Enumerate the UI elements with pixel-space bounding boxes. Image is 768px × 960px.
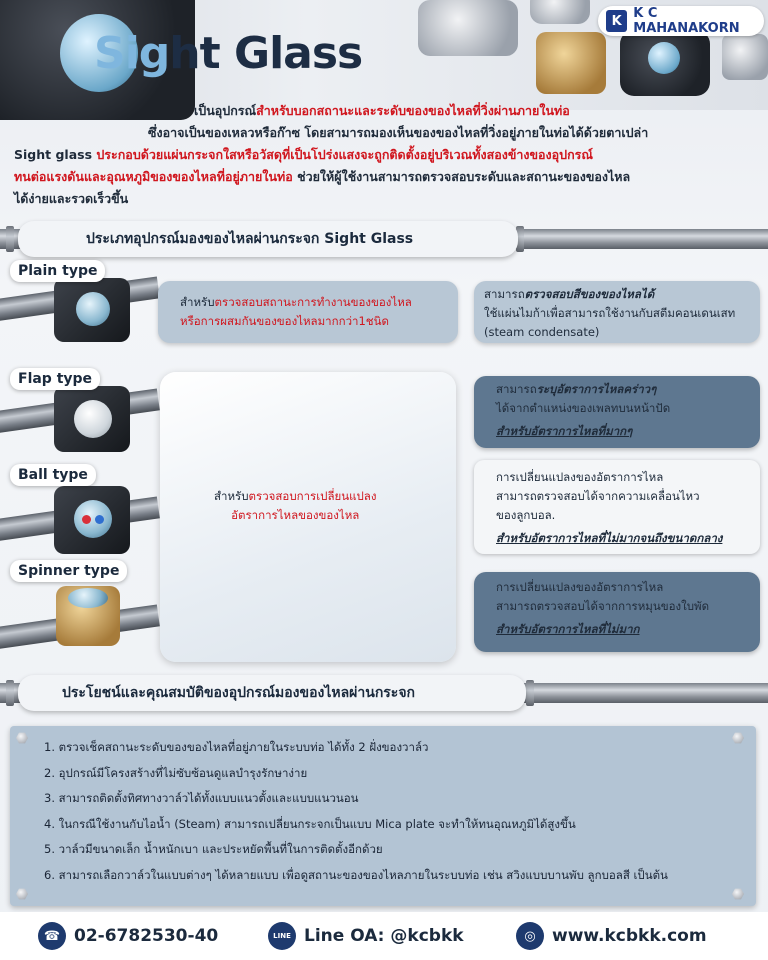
intro-line-5: ได้ง่ายและรวดเร็วขึ้น bbox=[14, 191, 129, 206]
spinner-type-window bbox=[68, 588, 108, 608]
flap-type-dial bbox=[74, 400, 112, 438]
flap-feature-text: สามารถระบุอัตราการไหลคร่าวๆ ได้จากตำแหน่งของเพลทบนหน้าปัด สำหรับอัตราการไหลที่มากๆ bbox=[496, 382, 671, 438]
phone-icon: ☎ bbox=[38, 922, 66, 950]
brand-name: K C MAHANAKORN bbox=[633, 6, 740, 36]
valve-photo-silver bbox=[418, 0, 518, 56]
spinner-feature-text: การเปลี่ยนแปลงของอัตราการไหล สามารถตรวจสอบได้จากการหมุนของใบพัด สำหรับอัตราการไหลที่ไม่มาก bbox=[496, 580, 710, 636]
valve-photo-brass bbox=[536, 32, 606, 94]
ball-feature-text: การเปลี่ยนแปลงของอัตราการไหล สามารถตรวจสอบได้จากความเคลื่อนไหว ของลูกบอล. สำหรับอัตราการไหลที่ไม่มากจนถึงขนาดกลาง bbox=[496, 470, 723, 545]
red-ball-icon bbox=[82, 515, 91, 524]
valve-window-small bbox=[648, 42, 680, 74]
benefit-item: 1. ตรวจเช็คสถานะระดับของของไหลที่อยู่ภายในระบบท่อ ได้ทั้ง 2 ฝั่งของวาล์ว bbox=[44, 740, 429, 754]
website-link[interactable]: ◎ www.kcbkk.com bbox=[516, 922, 707, 950]
intro-line-2: ซึ่งอาจเป็นของเหลวหรือก๊าซ โดยสามารถมองเห็นของของไหลที่วิ่งอยู่ภายในท่อได้ด้วยตาเปล่า bbox=[148, 125, 649, 140]
plain-type-window bbox=[76, 292, 110, 326]
intro-line-3: Sight glass ประกอบด้วยแผ่นกระจกใสหรือวัสดุที่เป็นโปร่งแสงจะถูกติดตั้งอยู่บริเวณทั้งสองข้างของอุปกรณ์ bbox=[14, 147, 593, 162]
brand-logo bbox=[598, 6, 764, 36]
line-icon: LINE bbox=[268, 922, 296, 950]
plain-type-label: Plain type bbox=[10, 260, 105, 282]
pipe-ring bbox=[6, 226, 14, 252]
ball-type-window bbox=[74, 500, 112, 538]
page-title: Sight Glass bbox=[94, 28, 363, 79]
intro-line-4: ทนต่อแรงดันและอุณหภูมิของของไหลที่อยู่ภายในท่อ ช่วยให้ผู้ใช้งานสามารถตรวจสอบระดับและสถานะของของไหล bbox=[14, 169, 631, 184]
section-title-benefits: ประโยชน์และคุณสมบัติของอุปกรณ์มองของไหลผ่านกระจก bbox=[18, 675, 526, 711]
brand-mark: K bbox=[606, 10, 627, 32]
benefit-item: 3. สามารถติดตั้งทิศทางวาล์วได้ทั้งแบบแนวตั้งและแบบแนวนอน bbox=[44, 791, 359, 805]
spinner-type-label: Spinner type bbox=[10, 560, 127, 582]
benefit-item: 6. สามารถเลือกวาล์วในแบบต่างๆ ได้หลายแบบ เพื่อดูสถานะของของไหลภายในระบบท่อ เช่น สวิงแบบบานพับ ลูกบอลสี เป็นต้น bbox=[44, 867, 668, 882]
benefit-item: 4. ในกรณีใช้งานกับไอน้ำ (Steam) สามารถเปลี่ยนกระจกเป็นแบบ Mica plate จะทำให้ทนอุณหภูมิได้สูงขึ้น bbox=[44, 816, 576, 831]
benefit-item: 2. อุปกรณ์มีโครงสร้างที่ไม่ซับซ้อนดูแลบำรุงรักษาง่าย bbox=[44, 765, 308, 780]
footer bbox=[0, 912, 768, 960]
benefits-list bbox=[44, 739, 668, 892]
intro-paragraph bbox=[14, 100, 760, 210]
ball-type-label: Ball type bbox=[10, 464, 96, 486]
section-title-types: ประเภทอุปกรณ์มองของไหลผ่านกระจก Sight Glass bbox=[18, 221, 518, 257]
phone-contact[interactable]: ☎ 02-6782530-40 bbox=[38, 922, 218, 950]
benefit-item: 5. วาล์วมีขนาดเล็ก น้ำหนักเบา และประหยัดพื้นที่ในการติดตั้งอีกด้วย bbox=[44, 842, 383, 856]
shared-desc-text: สำหรับตรวจสอบการเปลี่ยนแปลง อัตราการไหลของของไหล bbox=[214, 489, 377, 522]
valve-photo-silver-2 bbox=[530, 0, 590, 24]
line-contact[interactable]: LINE Line OA: @kcbkk bbox=[268, 922, 464, 950]
intro-line-1: เป็นอุปกรณ์สำหรับบอกสถานะและระดับของของไหลที่วิ่งผ่านภายในท่อ bbox=[194, 103, 570, 118]
flap-type-label: Flap type bbox=[10, 368, 100, 390]
plain-desc-text: สำหรับตรวจสอบสถานะการทำงานของของไหล หรือการผสมกันของของไหลมากกว่า1ชนิด bbox=[180, 295, 412, 328]
pipe-ring bbox=[526, 680, 534, 706]
globe-icon: ◎ bbox=[516, 922, 544, 950]
plain-feature-text: สามารถตรวจสอบสีของของไหลได้ ใช้แผ่นไมก้าเพื่อสามารถใช้งานกับสตีมคอนเดนเสท (steam condensate) bbox=[484, 287, 736, 339]
blue-ball-icon bbox=[95, 515, 104, 524]
pipe-ring bbox=[6, 680, 14, 706]
valve-photo-silver-3 bbox=[722, 34, 768, 80]
